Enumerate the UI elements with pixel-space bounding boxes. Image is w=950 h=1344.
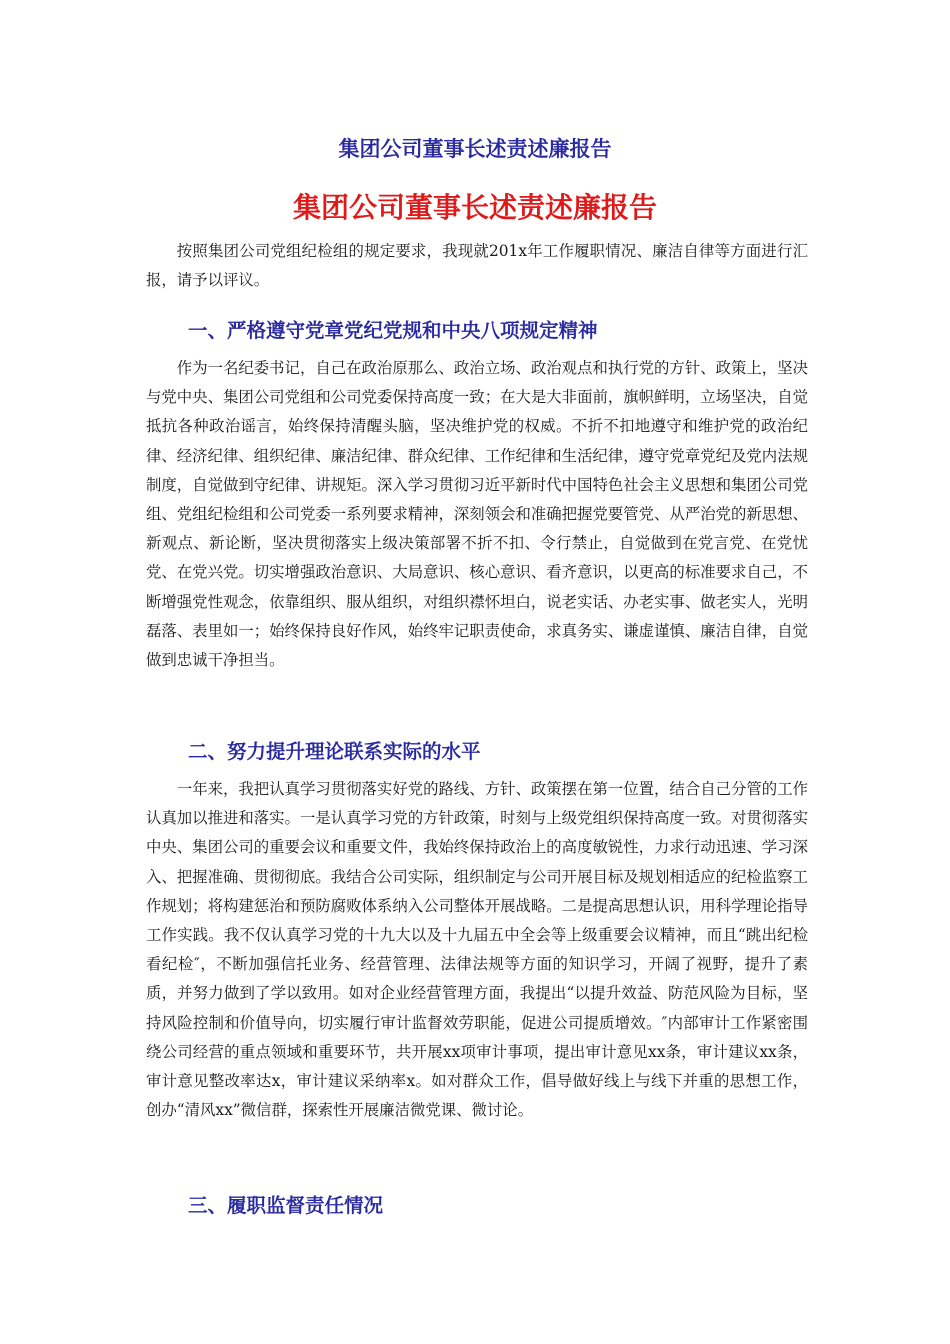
section-3-heading: 三、履职监督责任情况 [188, 1194, 384, 1217]
document-header-title: 集团公司董事长述责述廉报告 [338, 137, 612, 161]
section-2-heading: 二、努力提升理论联系实际的水平 [188, 740, 481, 763]
section-1-heading: 一、严格遵守党章党纪党规和中央八项规定精神 [188, 319, 598, 342]
document-main-title: 集团公司董事长述责述廉报告 [292, 191, 657, 224]
section-1-body: 作为一名纪委书记，自己在政治原那么、政治立场、政治观点和执行党的方针、政策上，坚决与党中央、集团公司党组和公司党委保持高度一致；在大是大非面前，旗帜鲜明，立场坚决，自觉抵抗各种政治谣言，始终保持清醒头脑，坚决维护党的权威。不折不扣地遵守和维护党的政治纪律、经济纪律、组织纪律、廉洁纪律、群众纪律、工作纪律和生活纪律，遵守党章党纪及党内法规制度，自觉做到守纪律、讲规矩。深入学习贯彻习近平新时代中国特色社会主义思想和集团公司党组、党组纪检组和公司党委一系列要求精神，深刻领会和准确把握党要管党、从严治党的新思想、新观点、新论断，坚决贯彻落实上级决策部署不折不扣、令行禁止，自觉做到在党言党、在党忧党、在党兴党。切实增强政治意识、大局意识、核心意识、看齐意识，以更高的标准要求自己，不断增强党性观念，依靠组织、服从组织，对组织襟怀坦白，说老实话、办老实事、做老实人，光明磊落、表里如一；始终保持良好作风，始终牢记职责使命，求真务实、谦虚谨慎、廉洁自律，自觉做到忠诚干净担当。 [146, 359, 808, 670]
section-2-body: 一年来，我把认真学习贯彻落实好党的路线、方针、政策摆在第一位置，结合自己分管的工作认真加以推进和落实。一是认真学习党的方针政策，时刻与上级党组织保持高度一致。对贯彻落实中央、集团公司的重要会议和重要文件，我始终保持政治上的高度敏锐性，力求行动迅速、学习深入、把握准确、贯彻彻底。我结合公司实际，组织制定与公司开展目标及规划相适应的纪检监察工作规划；将构建惩治和预防腐败体系纳入公司整体开展战略。二是提高思想认识，用科学理论指导工作实践。我不仅认真学习党的十九大以及十九届五中全会等上级重要会议精神，而且“跳出纪检看纪检″，不断加强信托业务、经营管理、法律法规等方面的知识学习，开阔了视野，提升了素质，并努力做到了学以致用。如对企业经营管理方面，我提出“以提升效益、防范风险为目标，坚持风险控制和价值导向，切实履行审计监督效劳职能，促进公司提质增效。″内部审计工作紧密围绕公司经营的重点领域和重要环节，共开展xx项审计事项，提出审计意见xx条，审计建议xx条，审计意见整改率达x，审计建议采纳率x。如对群众工作，倡导做好线上与线下并重的思想工作，创办“清风xx”微信群，探索性开展廉洁微党课、微讨论。 [146, 780, 808, 1120]
intro-paragraph: 按照集团公司党组纪检组的规定要求，我现就201x年工作履职情况、廉洁自律等方面进行汇报，请予以评议。 [146, 242, 808, 290]
